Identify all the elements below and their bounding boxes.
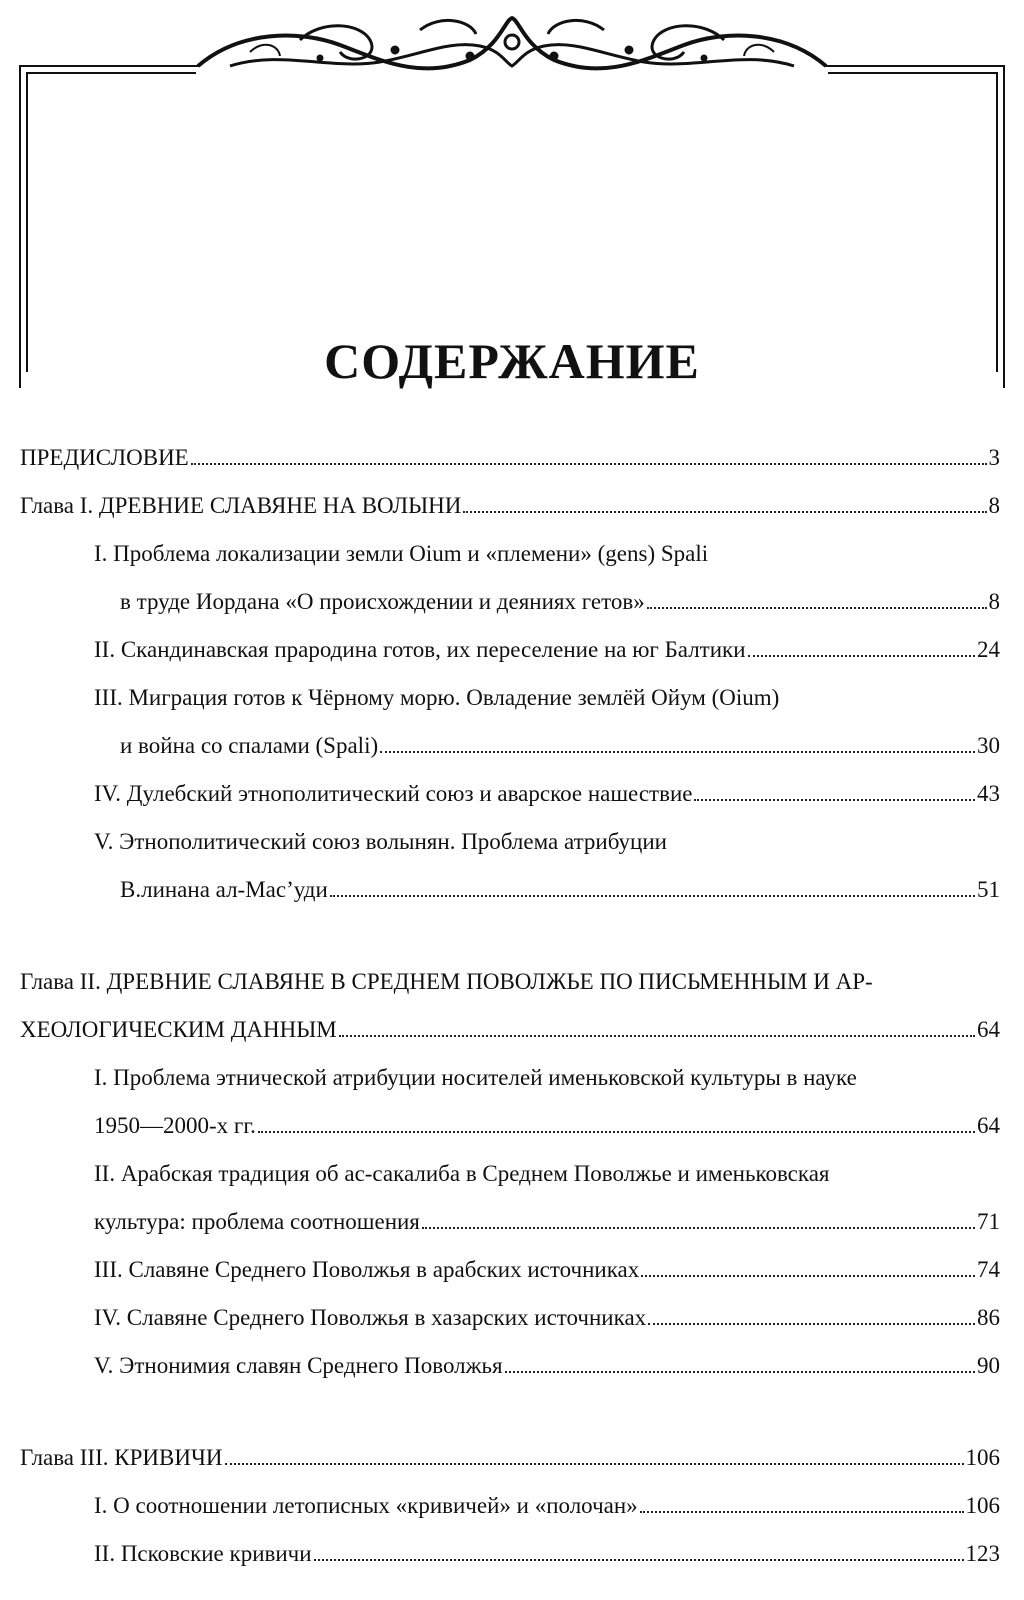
toc-page-number: 86 (977, 1305, 1000, 1331)
toc-page-number: 24 (977, 637, 1000, 663)
toc-page-number: 8 (988, 493, 1000, 519)
dot-leader (258, 1131, 975, 1133)
dot-leader (505, 1371, 975, 1373)
toc-page-number: 90 (977, 1353, 1000, 1379)
toc-entry-title-continued: В.линана ал-Мас’уди (120, 877, 328, 903)
toc-entry-chapter-2[interactable] (20, 962, 1000, 996)
toc-entry-ch1-s3-cont[interactable] (120, 726, 1000, 760)
toc-entry-title: II. Арабская традиция об ас-сакалиба в Среднем Поволжье и именьковская (94, 1161, 830, 1187)
dot-leader (191, 463, 987, 465)
toc-entry-title-continued: и война со спалами (Spali) (120, 733, 379, 759)
toc-entry-ch2-s1-cont[interactable] (94, 1106, 1000, 1140)
toc-entry-chapter-3[interactable] (20, 1438, 1000, 1472)
toc-entry-ch2-s2[interactable] (94, 1154, 1000, 1188)
toc-entry-title: I. Проблема локализации земли Oium и «племени» (gens) Spali (94, 541, 709, 567)
toc-entry-title: I. О соотношении летописных «кривичей» и «полочан» (94, 1493, 638, 1519)
toc-page-number: 106 (965, 1493, 1000, 1519)
dot-leader (380, 751, 975, 753)
toc-page-number: 74 (977, 1257, 1000, 1283)
toc-entry-title: ПРЕДИСЛОВИЕ (20, 445, 189, 471)
toc-entry-ch1-s3[interactable] (94, 678, 1000, 712)
toc-page-number: 123 (965, 1541, 1000, 1567)
toc-entry-ch1-s2[interactable] (94, 630, 1000, 664)
dot-leader (422, 1227, 975, 1229)
toc-entry-ch1-s4[interactable] (94, 774, 1000, 808)
toc-page-number: 64 (977, 1017, 1000, 1043)
toc-entry-ch2-s1[interactable] (94, 1058, 1000, 1092)
toc-entry-chapter-1[interactable] (20, 486, 1000, 520)
toc-entry-title: III. Славяне Среднего Поволжья в арабских источниках (94, 1257, 640, 1283)
toc-entry-title: Глава I. ДРЕВНИЕ СЛАВЯНЕ НА ВОЛЫНИ (20, 493, 462, 519)
toc-page-number: 106 (965, 1445, 1000, 1471)
toc-entry-title-continued: 1950—2000-х гг. (94, 1113, 256, 1139)
dot-leader (314, 1559, 964, 1561)
toc-entry-chapter-2-cont[interactable] (20, 1010, 1000, 1044)
toc-entry-title-continued: культура: проблема соотношения (94, 1209, 420, 1235)
toc-entry-title-continued: ХЕОЛОГИЧЕСКИМ ДАННЫМ (20, 1017, 337, 1043)
toc-entry-ch1-s1[interactable] (94, 534, 1000, 568)
dot-leader (748, 655, 975, 657)
dot-leader (648, 1323, 975, 1325)
toc-entry-title: V. Этнонимия славян Среднего Поволжья (94, 1353, 503, 1379)
toc-entry-title: I. Проблема этнической атрибуции носителей именьковской культуры в науке (94, 1065, 857, 1091)
toc-entry-title-continued: в труде Иордана «О происхождении и деяниях гетов» (120, 589, 645, 615)
toc-page-number: 64 (977, 1113, 1000, 1139)
toc-entry-title: III. Миграция готов к Чёрному морю. Овладение землёй Ойум (Oium) (94, 685, 780, 711)
dot-leader (694, 799, 975, 801)
toc-entry-title: II. Скандинавская прародина готов, их переселение на юг Балтики (94, 637, 746, 663)
page-title: СОДЕРЖАНИЕ (324, 333, 700, 389)
toc-entry-ch3-s1[interactable] (94, 1486, 1000, 1520)
toc-entry-ch2-s5[interactable] (94, 1346, 1000, 1380)
dot-leader (225, 1463, 964, 1465)
toc-entry-title: V. Этнополитический союз волынян. Проблема атрибуции (94, 829, 667, 855)
toc-entry-title: IV. Славяне Среднего Поволжья в хазарских источниках (94, 1305, 647, 1331)
toc-entry-preface[interactable] (20, 438, 1000, 472)
toc-page-number: 43 (977, 781, 1000, 807)
dot-leader (640, 1511, 964, 1513)
toc-entry-title: II. Псковские кривичи (94, 1541, 312, 1567)
dot-leader (339, 1035, 975, 1037)
toc-entry-title: Глава III. КРИВИЧИ (20, 1445, 223, 1471)
toc-entry-ch2-s2-cont[interactable] (94, 1202, 1000, 1236)
dot-leader (641, 1275, 975, 1277)
toc-page-number: 3 (988, 445, 1000, 471)
toc-entry-ch2-s4[interactable] (94, 1298, 1000, 1332)
toc-page-number: 71 (977, 1209, 1000, 1235)
toc-page-number: 8 (988, 589, 1000, 615)
toc-entry-ch1-s1-cont[interactable] (120, 582, 1000, 616)
toc-entry-ch3-s2[interactable] (94, 1534, 1000, 1568)
toc-entry-ch2-s3[interactable] (94, 1250, 1000, 1284)
toc-entry-title: IV. Дулебский этнополитический союз и аварское нашествие (94, 781, 693, 807)
dot-leader (463, 511, 986, 513)
toc-page-number: 51 (977, 877, 1000, 903)
toc-entry-title: Глава II. ДРЕВНИЕ СЛАВЯНЕ В СРЕДНЕМ ПОВОЛЖЬЕ ПО ПИСЬМЕННЫМ И АР- (20, 969, 873, 995)
toc-entry-ch1-s5[interactable] (94, 822, 1000, 856)
dot-leader (647, 607, 987, 609)
toc-entry-ch1-s5-cont[interactable] (120, 870, 1000, 904)
toc-page-number: 30 (977, 733, 1000, 759)
dot-leader (330, 895, 975, 897)
